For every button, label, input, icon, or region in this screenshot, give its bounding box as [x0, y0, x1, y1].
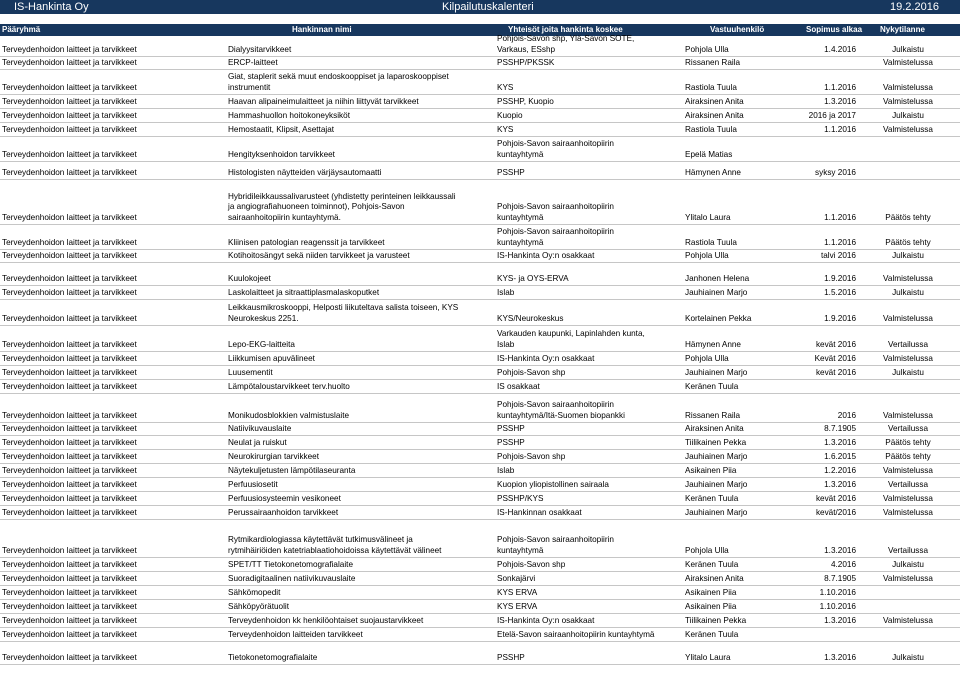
- organizations-cell: PSSHP: [497, 423, 525, 433]
- organizations-cell: IS-Hankinta Oy:n osakkaat: [497, 615, 595, 625]
- organization-name: IS-Hankinta Oy: [14, 1, 89, 13]
- procurement-name-cell: Monikudosblokkien valmistuslaite: [228, 410, 350, 420]
- organizations-cell: IS-Hankinnan osakkaat: [497, 507, 582, 517]
- table-row: [0, 57, 960, 70]
- organizations-cell: Pohjois-Savon shp: [497, 367, 566, 377]
- contract-start-cell: 1.3.2016: [824, 479, 856, 489]
- procurement-name-cell: Kuulokojeet: [228, 273, 271, 283]
- responsible-person-cell: Jauhiainen Marjo: [685, 507, 748, 517]
- procurement-name-cell: Sähköpyörätuolit: [228, 601, 289, 611]
- organizations-cell: Varkauden kaupunki, Lapinlahden kunta, Islab: [497, 329, 645, 349]
- responsible-person-cell: Ylitalo Laura: [685, 212, 731, 222]
- organizations-cell: Islab: [497, 287, 515, 297]
- header-nykytilanne: Nykytilanne: [880, 25, 925, 34]
- organizations-cell: PSSHP/PKSSK: [497, 57, 555, 67]
- status-cell: Valmistelussa: [883, 82, 933, 92]
- responsible-person-cell: Airaksinen Anita: [685, 423, 744, 433]
- table-row: [0, 394, 960, 423]
- status-cell: Julkaistu: [892, 250, 924, 260]
- main-group-cell: Terveydenhoidon laitteet ja tarvikkeet: [2, 237, 137, 247]
- status-cell: Vertailussa: [887, 339, 929, 349]
- responsible-person-cell: Rissanen Raila: [685, 57, 741, 67]
- procurement-name-cell: Sähkömopedit: [228, 587, 281, 597]
- table-row: [0, 300, 960, 326]
- responsible-person-cell: Tiilikainen Pekka: [685, 437, 747, 447]
- contract-start-cell: syksy 2016: [815, 167, 856, 177]
- organizations-cell: IS-Hankinta Oy:n osakkaat: [497, 353, 595, 363]
- status-cell: Päätös tehty: [885, 437, 931, 447]
- main-group-cell: Terveydenhoidon laitteet ja tarvikkeet: [2, 44, 137, 54]
- organizations-cell: Pohjois-Savon sairaanhoitopiirin kuntayhtymä: [497, 139, 614, 159]
- contract-start-cell: talvi 2016: [820, 250, 856, 260]
- table-row: [0, 614, 960, 628]
- procurement-name-cell: Hengityksenhoidon tarvikkeet: [228, 149, 335, 159]
- procurement-name-cell: Näytekuljetusten lämpötilaseuranta: [228, 465, 356, 475]
- main-group-cell: Terveydenhoidon laitteet ja tarvikkeet: [2, 465, 137, 475]
- organizations-cell: PSSHP: [497, 437, 525, 447]
- main-group-cell: Terveydenhoidon laitteet ja tarvikkeet: [2, 652, 137, 662]
- procurement-name-cell: Rytmikardiologiassa käytettävät tutkimusvälineet ja rytmihäiriöiden katetriablaatiohoidoissa käytettävät välineet: [228, 535, 442, 555]
- organizations-cell: Etelä-Savon sairaanhoitopiirin kuntayhtymä: [497, 629, 655, 639]
- organizations-cell: Pohjois-Savon sairaanhoitopiirin kuntayhtymä: [497, 227, 614, 247]
- main-group-cell: Terveydenhoidon laitteet ja tarvikkeet: [2, 212, 137, 222]
- organizations-cell: PSSHP/KYS: [497, 493, 544, 503]
- table-row: [0, 506, 960, 520]
- table-row: [0, 36, 960, 57]
- contract-start-cell: 2016 ja 2017: [808, 110, 856, 120]
- procurement-name-cell: Hammashuollon hoitokoneyksiköt: [228, 110, 350, 120]
- responsible-person-cell: Tiilikainen Pekka: [685, 615, 747, 625]
- procurement-name-cell: Haavan alipaineimulaitteet ja niihin liittyvät tarvikkeet: [228, 96, 419, 106]
- organizations-cell: KYS- ja OYS-ERVA: [497, 273, 569, 283]
- status-cell: Valmistelussa: [883, 57, 933, 67]
- main-group-cell: Terveydenhoidon laitteet ja tarvikkeet: [2, 82, 137, 92]
- main-group-cell: Terveydenhoidon laitteet ja tarvikkeet: [2, 287, 137, 297]
- main-group-cell: Terveydenhoidon laitteet ja tarvikkeet: [2, 559, 137, 569]
- contract-start-cell: 4.2016: [830, 559, 856, 569]
- main-group-cell: Terveydenhoidon laitteet ja tarvikkeet: [2, 587, 137, 597]
- responsible-person-cell: Jauhiainen Marjo: [685, 367, 748, 377]
- main-group-cell: Terveydenhoidon laitteet ja tarvikkeet: [2, 96, 137, 106]
- responsible-person-cell: Rastiola Tuula: [685, 237, 737, 247]
- main-group-cell: Terveydenhoidon laitteet ja tarvikkeet: [2, 437, 137, 447]
- organizations-cell: Pohjois-Savon sairaanhoitopiirin kuntayhtymä: [497, 535, 614, 555]
- main-group-cell: Terveydenhoidon laitteet ja tarvikkeet: [2, 601, 137, 611]
- organizations-cell: KYS ERVA: [497, 587, 538, 597]
- procurement-name-cell: Perussairaanhoidon tarvikkeet: [228, 507, 339, 517]
- procurement-name-cell: Perfuusiosetit: [228, 479, 278, 489]
- procurement-name-cell: Lepo-EKG-laitteita: [228, 339, 295, 349]
- contract-start-cell: 1.9.2016: [824, 273, 856, 283]
- main-group-cell: Terveydenhoidon laitteet ja tarvikkeet: [2, 573, 137, 583]
- procurement-name-cell: Natiivikuvauslaite: [228, 423, 292, 433]
- table-row: [0, 520, 960, 558]
- status-cell: Valmistelussa: [883, 96, 933, 106]
- organizations-cell: PSSHP: [497, 167, 525, 177]
- procurement-name-cell: Lämpötaloustarvikkeet terv.huolto: [228, 381, 350, 391]
- responsible-person-cell: Hämynen Anne: [685, 167, 741, 177]
- status-cell: Julkaistu: [892, 110, 924, 120]
- procurement-name-cell: Dialyysitarvikkeet: [228, 44, 292, 54]
- main-group-cell: Terveydenhoidon laitteet ja tarvikkeet: [2, 423, 137, 433]
- table-row: [0, 326, 960, 352]
- contract-start-cell: 1.2.2016: [824, 465, 856, 475]
- procurement-name-cell: Neulat ja ruiskut: [228, 437, 287, 447]
- responsible-person-cell: Janhonen Helena: [685, 273, 750, 283]
- table-header: [0, 24, 960, 36]
- procurement-name-cell: Liikkumisen apuvälineet: [228, 353, 315, 363]
- status-cell: Valmistelussa: [883, 465, 933, 475]
- responsible-person-cell: Pohjola Ulla: [685, 44, 729, 54]
- contract-start-cell: kevät/2016: [815, 507, 856, 517]
- responsible-person-cell: Hämynen Anne: [685, 339, 741, 349]
- contract-start-cell: 1.4.2016: [824, 44, 856, 54]
- contract-start-cell: 1.5.2016: [824, 287, 856, 297]
- procurement-name-cell: ERCP-laitteet: [228, 57, 278, 67]
- table-row: [0, 225, 960, 250]
- procurement-name-cell: Tietokonetomografialaite: [228, 652, 318, 662]
- contract-start-cell: 1.10.2016: [819, 587, 856, 597]
- contract-start-cell: 8.7.1905: [824, 573, 856, 583]
- contract-start-cell: 1.1.2016: [824, 124, 856, 134]
- table-row: [0, 263, 960, 286]
- responsible-person-cell: Ylitalo Laura: [685, 652, 731, 662]
- organizations-cell: Pohjois-Savon shp: [497, 451, 566, 461]
- responsible-person-cell: Kortelainen Pekka: [685, 313, 752, 323]
- status-cell: Päätös tehty: [885, 212, 931, 222]
- responsible-person-cell: Asikainen Piia: [685, 587, 737, 597]
- responsible-person-cell: Jauhiainen Marjo: [685, 451, 748, 461]
- organizations-cell: PSSHP: [497, 652, 525, 662]
- contract-start-cell: 1.3.2016: [824, 96, 856, 106]
- organizations-cell: Sonkajärvi: [497, 573, 536, 583]
- organizations-cell: PSSHP, Kuopio: [497, 96, 554, 106]
- table-row: [0, 352, 960, 366]
- procurement-name-cell: Terveydenhoidon laitteiden tarvikkeet: [228, 629, 363, 639]
- header-hankinnan-nimi: Hankinnan nimi: [292, 25, 352, 34]
- organizations-cell: Islab: [497, 465, 515, 475]
- procurement-name-cell: Neurokirurgian tarvikkeet: [228, 451, 320, 461]
- responsible-person-cell: Airaksinen Anita: [685, 110, 744, 120]
- status-cell: Päätös tehty: [885, 451, 931, 461]
- organizations-cell: KYS ERVA: [497, 601, 538, 611]
- responsible-person-cell: Keränen Tuula: [685, 381, 739, 391]
- contract-start-cell: 1.1.2016: [824, 82, 856, 92]
- main-group-cell: Terveydenhoidon laitteet ja tarvikkeet: [2, 507, 137, 517]
- main-group-cell: Terveydenhoidon laitteet ja tarvikkeet: [2, 273, 137, 283]
- procurement-name-cell: Leikkausmikroskooppi, Helposti liikuteltava salista toiseen, KYS Neurokeskus 2251.: [228, 303, 459, 323]
- table-row: [0, 250, 960, 263]
- table-row: [0, 586, 960, 600]
- organizations-cell: Kuopion yliopistollinen sairaala: [497, 479, 609, 489]
- header-vastuuhenkilo: Vastuuhenkilö: [710, 25, 765, 34]
- status-cell: Vertailussa: [887, 423, 929, 433]
- status-cell: Valmistelussa: [883, 313, 933, 323]
- status-cell: Vertailussa: [887, 545, 929, 555]
- main-group-cell: Terveydenhoidon laitteet ja tarvikkeet: [2, 629, 137, 639]
- contract-start-cell: kevät 2016: [815, 493, 856, 503]
- main-group-cell: Terveydenhoidon laitteet ja tarvikkeet: [2, 367, 137, 377]
- table-row: [0, 464, 960, 478]
- main-group-cell: Terveydenhoidon laitteet ja tarvikkeet: [2, 451, 137, 461]
- organizations-cell: Pohjois-Savon sairaanhoitopiirin kuntayhtymä/Itä-Suomen biopankki: [497, 400, 625, 420]
- status-cell: Julkaistu: [892, 367, 924, 377]
- status-cell: Julkaistu: [892, 44, 924, 54]
- main-group-cell: Terveydenhoidon laitteet ja tarvikkeet: [2, 57, 137, 67]
- status-cell: Päätös tehty: [885, 237, 931, 247]
- table-row: [0, 95, 960, 109]
- procurement-name-cell: Terveydenhoidon kk henkilöohtaiset suojaustarvikkeet: [228, 615, 424, 625]
- responsible-person-cell: Rastiola Tuula: [685, 124, 737, 134]
- table-row: [0, 642, 960, 665]
- main-group-cell: Terveydenhoidon laitteet ja tarvikkeet: [2, 381, 137, 391]
- organizations-cell: IS osakkaat: [497, 381, 540, 391]
- status-cell: Julkaistu: [892, 287, 924, 297]
- responsible-person-cell: Airaksinen Anita: [685, 573, 744, 583]
- procurement-table: [0, 36, 960, 665]
- table-row: [0, 109, 960, 123]
- organizations-cell: Pohjois-Savon shp: [497, 559, 566, 569]
- procurement-name-cell: Kotihoitosängyt sekä niiden tarvikkeet ja varusteet: [228, 250, 410, 260]
- responsible-person-cell: Rastiola Tuula: [685, 82, 737, 92]
- procurement-name-cell: Histologisten näytteiden värjäysautomaatti: [228, 167, 382, 177]
- responsible-person-cell: Jauhiainen Marjo: [685, 479, 748, 489]
- status-cell: Valmistelussa: [883, 615, 933, 625]
- main-group-cell: Terveydenhoidon laitteet ja tarvikkeet: [2, 313, 137, 323]
- organizations-cell: KYS: [497, 82, 514, 92]
- responsible-person-cell: Keränen Tuula: [685, 493, 739, 503]
- table-row: [0, 162, 960, 180]
- table-row: [0, 423, 960, 436]
- procurement-name-cell: Perfuusiosysteemin vesikoneet: [228, 493, 341, 503]
- main-group-cell: Terveydenhoidon laitteet ja tarvikkeet: [2, 124, 137, 134]
- table-row: [0, 70, 960, 95]
- organizations-cell: KYS: [497, 124, 514, 134]
- main-group-cell: Terveydenhoidon laitteet ja tarvikkeet: [2, 339, 137, 349]
- table-row: [0, 628, 960, 642]
- main-group-cell: Terveydenhoidon laitteet ja tarvikkeet: [2, 110, 137, 120]
- main-group-cell: Terveydenhoidon laitteet ja tarvikkeet: [2, 250, 137, 260]
- status-cell: Valmistelussa: [883, 507, 933, 517]
- responsible-person-cell: Pohjola Ulla: [685, 545, 729, 555]
- procurement-name-cell: SPET/TT Tietokonetomografialaite: [228, 559, 353, 569]
- responsible-person-cell: Asikainen Piia: [685, 465, 737, 475]
- status-cell: Valmistelussa: [883, 273, 933, 283]
- contract-start-cell: 2016: [837, 410, 856, 420]
- table-row: [0, 558, 960, 572]
- document-date: 19.2.2016: [890, 1, 939, 13]
- contract-start-cell: 1.1.2016: [824, 212, 856, 222]
- status-cell: Julkaistu: [892, 559, 924, 569]
- contract-start-cell: 1.3.2016: [824, 652, 856, 662]
- procurement-name-cell: Hemostaatit, Klipsit, Asettajat: [228, 124, 335, 134]
- contract-start-cell: Kevät 2016: [814, 353, 856, 363]
- procurement-name-cell: Kliinisen patologian reagenssit ja tarvikkeet: [228, 237, 385, 247]
- organizations-cell: Pohjois-Savon sairaanhoitopiirin kuntayhtymä: [497, 202, 614, 222]
- table-row: [0, 478, 960, 492]
- contract-start-cell: 1.3.2016: [824, 437, 856, 447]
- main-group-cell: Terveydenhoidon laitteet ja tarvikkeet: [2, 479, 137, 489]
- table-row: [0, 450, 960, 464]
- procurement-name-cell: Giat, staplerit sekä muut endoskooppiset ja laparoskooppiset instrumentit: [228, 72, 449, 92]
- table-row: [0, 572, 960, 586]
- status-cell: Valmistelussa: [883, 573, 933, 583]
- main-group-cell: Terveydenhoidon laitteet ja tarvikkeet: [2, 493, 137, 503]
- responsible-person-cell: Asikainen Piia: [685, 601, 737, 611]
- table-row: [0, 492, 960, 506]
- contract-start-cell: 1.10.2016: [819, 601, 856, 611]
- main-group-cell: Terveydenhoidon laitteet ja tarvikkeet: [2, 167, 137, 177]
- organizations-cell: KYS/Neurokeskus: [497, 313, 564, 323]
- main-group-cell: Terveydenhoidon laitteet ja tarvikkeet: [2, 149, 137, 159]
- table-row: [0, 123, 960, 137]
- procurement-name-cell: Luusementit: [228, 367, 273, 377]
- table-row: [0, 380, 960, 394]
- status-cell: Valmistelussa: [883, 124, 933, 134]
- responsible-person-cell: Epelä Matias: [685, 149, 733, 159]
- organizations-cell: Kuopio: [497, 110, 523, 120]
- procurement-name-cell: Suoradigitaalinen natiivikuvauslaite: [228, 573, 356, 583]
- status-cell: Valmistelussa: [883, 353, 933, 363]
- contract-start-cell: 1.3.2016: [824, 615, 856, 625]
- table-row: [0, 366, 960, 380]
- procurement-name-cell: Hybridileikkaussalivarusteet (yhdistetty perinteinen leikkaussali ja angiografiahuoneen toiminnot), Pohjois-Savon sairaanhoitopiirin kuntayhtymä.: [228, 191, 456, 222]
- status-cell: Valmistelussa: [883, 493, 933, 503]
- procurement-name-cell: Laskolaitteet ja sitraattiplasmalaskoputket: [228, 287, 380, 297]
- table-row: [0, 286, 960, 300]
- contract-start-cell: 1.9.2016: [824, 313, 856, 323]
- title-bar: [0, 0, 960, 14]
- responsible-person-cell: Jauhiainen Marjo: [685, 287, 748, 297]
- status-cell: Vertailussa: [887, 479, 929, 489]
- contract-start-cell: 1.1.2016: [824, 237, 856, 247]
- contract-start-cell: 1.3.2016: [824, 545, 856, 555]
- responsible-person-cell: Keränen Tuula: [685, 629, 739, 639]
- status-cell: Valmistelussa: [883, 410, 933, 420]
- header-paaryhma: Pääryhmä: [2, 25, 41, 34]
- contract-start-cell: 8.7.1905: [824, 423, 856, 433]
- header-sopimus-alkaa: Sopimus alkaa: [806, 25, 863, 34]
- contract-start-cell: 1.6.2015: [824, 451, 856, 461]
- table-row: [0, 436, 960, 450]
- status-cell: Julkaistu: [892, 652, 924, 662]
- responsible-person-cell: Rissanen Raila: [685, 410, 741, 420]
- responsible-person-cell: Pohjola Ulla: [685, 353, 729, 363]
- organizations-cell: Pohjois-Savon shp, Ylä-Savon SOTE, Varkaus, ESshp: [497, 34, 635, 54]
- document-title: Kilpailutuskalenteri: [442, 1, 534, 13]
- contract-start-cell: kevät 2016: [815, 367, 856, 377]
- table-row: [0, 600, 960, 614]
- responsible-person-cell: Airaksinen Anita: [685, 96, 744, 106]
- responsible-person-cell: Keränen Tuula: [685, 559, 739, 569]
- main-group-cell: Terveydenhoidon laitteet ja tarvikkeet: [2, 353, 137, 363]
- contract-start-cell: kevät 2016: [815, 339, 856, 349]
- main-group-cell: Terveydenhoidon laitteet ja tarvikkeet: [2, 615, 137, 625]
- responsible-person-cell: Pohjola Ulla: [685, 250, 729, 260]
- header-yhteisot: Yhteisöt joita hankinta koskee: [508, 25, 623, 34]
- table-row: [0, 180, 960, 225]
- organizations-cell: IS-Hankinta Oy:n osakkaat: [497, 250, 595, 260]
- main-group-cell: Terveydenhoidon laitteet ja tarvikkeet: [2, 410, 137, 420]
- table-row: [0, 137, 960, 162]
- main-group-cell: Terveydenhoidon laitteet ja tarvikkeet: [2, 545, 137, 555]
